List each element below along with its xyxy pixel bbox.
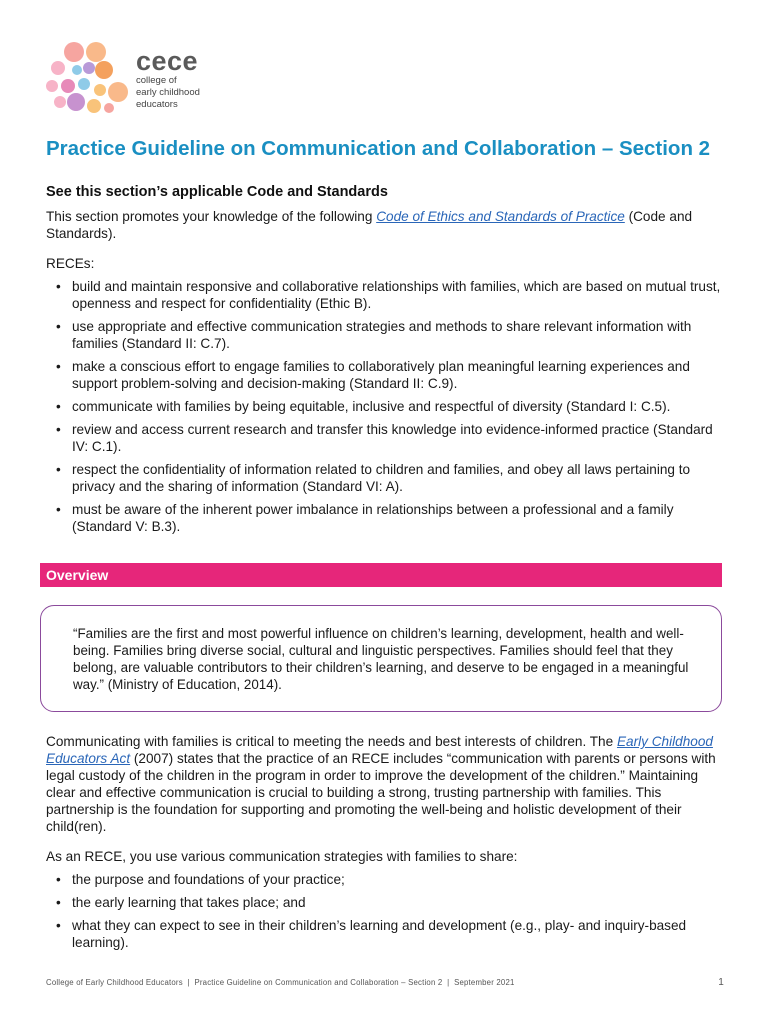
logo-sub-line-2: early childhood xyxy=(136,87,200,98)
cece-logo xyxy=(44,40,214,116)
overview-heading-bar: Overview xyxy=(40,563,722,587)
list-item: • respect the confidentiality of information related to children and families, and obey all laws pertaining to privacy and the sharing of information (Standard VI: A). xyxy=(46,461,726,495)
list-item: • review and access current research and transfer this knowledge into evidence-informed practice (Standard IV: C.1). xyxy=(46,421,726,455)
strategies-list xyxy=(46,871,726,951)
page-footer xyxy=(46,978,726,987)
logo-sub-line-3: educators xyxy=(136,99,178,110)
intro-text: This section promotes your knowledge of the following xyxy=(46,209,377,224)
list-item: • must be aware of the inherent power imbalance in relationships between a professional and a family (Standard V: B.3). xyxy=(46,501,726,535)
ece-act-link[interactable]: Early Childhood Educators Act xyxy=(46,734,713,766)
cece-logo-circles-icon xyxy=(44,40,134,116)
overview-text: Communicating with families is critical to meeting the needs and best interests of children. The xyxy=(46,734,617,749)
list-item: • the early learning that takes place; and xyxy=(46,894,726,911)
overview-section xyxy=(46,733,726,957)
list-item: • what they can expect to see in their children’s learning and development (e.g., play- and inquiry-based learning). xyxy=(46,917,726,951)
page-number: 1 xyxy=(718,977,724,988)
intro-paragraph xyxy=(46,208,726,242)
reces-label: RECEs: xyxy=(46,256,95,271)
list-item: • communicate with families by being equitable, inclusive and respectful of diversity (Standard I: C.5). xyxy=(46,398,726,415)
quote-box xyxy=(40,605,722,712)
page-title: Practice Guideline on Communication and Collaboration – Section 2 xyxy=(46,137,711,160)
footer-text: College of Early Childhood Educators | Practice Guideline on Communication and Collaboration – Section 2 | September 2021 xyxy=(46,978,515,987)
quote-text: “Families are the first and most powerful influence on children’s learning, development, health and well-being. Families bring diverse social, cultural and linguistic perspectives. Families should feel that they belong, are valuable contributors to their children’s learning, and deserve to be engaged in a meaningful way.” (Ministry of Education, 2014). xyxy=(73,626,689,692)
section-heading: See this section’s applicable Code and Standards xyxy=(46,184,388,200)
overview-text-end: (2007) states that the practice of an RECE includes “communication with parents or persons with legal custody of the children in the program in order to improve the development of the children.” Maintaining clear and effective communication is crucial to building a strong, trusting partnership with families. This partnership is the foundation for supporting and promoting the well-being and holistic development of their child(ren). xyxy=(46,751,716,834)
code-of-ethics-link[interactable]: Code of Ethics and Standards of Practice xyxy=(376,209,625,224)
overview-paragraph xyxy=(46,733,726,835)
logo-wordmark: cece xyxy=(136,46,199,76)
intro-text-end: (Code and Standards). xyxy=(46,209,693,241)
list-item: • build and maintain responsive and collaborative relationships with families, which are based on mutual trust, openness and respect for confidentiality (Ethic B). xyxy=(46,278,726,312)
logo-sub-line-1: college of xyxy=(136,75,177,86)
list-item: • make a conscious effort to engage families to collaboratively plan meaningful learning experiences and support problem-solving and decision-making (Standard II: C.9). xyxy=(46,358,726,392)
standards-section xyxy=(46,184,726,541)
strategies-intro: As an RECE, you use various communication strategies with families to share: xyxy=(46,849,518,864)
list-item: • the purpose and foundations of your practice; xyxy=(46,871,726,888)
standards-list xyxy=(46,278,726,535)
list-item: • use appropriate and effective communication strategies and methods to share relevant information with families (Standard II: C.7). xyxy=(46,318,726,352)
